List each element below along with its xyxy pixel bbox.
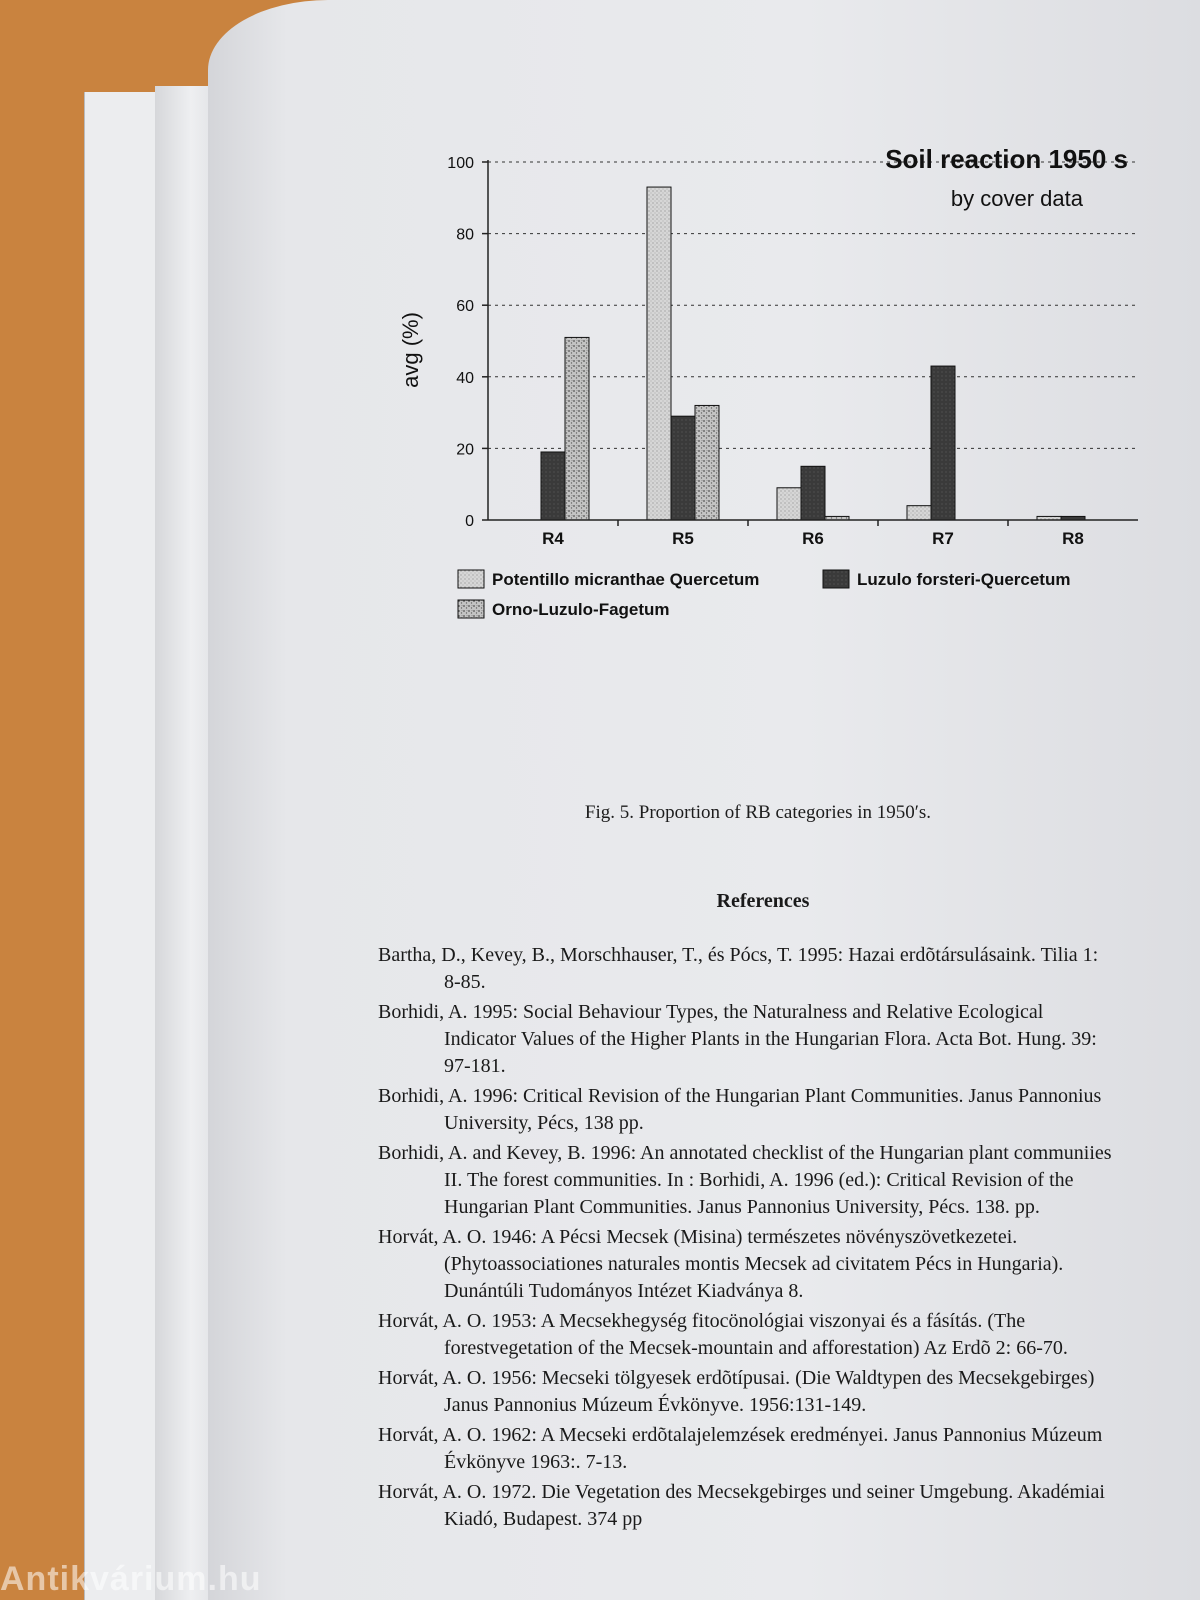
bar bbox=[541, 452, 565, 520]
x-tick-label: R5 bbox=[672, 529, 694, 548]
x-tick-label: R4 bbox=[542, 529, 564, 548]
legend-swatch bbox=[823, 570, 849, 588]
x-tick-label: R7 bbox=[932, 529, 954, 548]
figure-caption: Fig. 5. Proportion of RB categories in 1950′s. bbox=[584, 802, 932, 823]
bar bbox=[695, 405, 719, 520]
reference-item: Horvát, A. O. 1962: A Mecseki erdõtalajelemzések eredményei. Janus Pannonius Múzeum Évkönyve 1963:. 7-13. bbox=[378, 1424, 1103, 1473]
reference-item: Borhidi, A. 1995: Social Behaviour Types, the Naturalness and Relative Ecological Indicator Values of the Higher Plants in the Hungarian Flora. Acta Bot. Hung. 39: 97-181. bbox=[378, 1001, 1097, 1077]
bar bbox=[777, 488, 801, 520]
y-tick-label: 60 bbox=[456, 298, 474, 316]
legend-label: Potentillo micranthae Quercetum bbox=[492, 570, 760, 589]
bar bbox=[647, 187, 671, 520]
y-tick-label: 0 bbox=[465, 513, 474, 530]
reference-item: Horvát, A. O. 1946: A Pécsi Mecsek (Misina) természetes növényszövetkezetei. (Phytoassociationes naturales montis Mecsek ad civitatem Pécs in Hungaria). Dunántúli Tudományos Intézet Kiadványa 8. bbox=[378, 1226, 1064, 1302]
legend-label: Luzulo forsteri-Quercetum bbox=[857, 570, 1071, 589]
y-tick-label: 20 bbox=[456, 441, 474, 459]
y-tick-label: 100 bbox=[447, 155, 474, 172]
x-tick-label: R6 bbox=[802, 529, 824, 548]
chart-subtitle: by cover data bbox=[950, 186, 1083, 211]
watermark: Antikvárium.hu bbox=[0, 1560, 262, 1598]
legend-label: Orno-Luzulo-Fagetum bbox=[492, 600, 670, 619]
reference-item: Horvát, A. O. 1956: Mecseki tölgyesek erdõtípusai. (Die Waldtypen des Mecsekgebirges) Janus Pannonius Múzeum Évkönyve. 1956:131-149. bbox=[378, 1367, 1095, 1416]
bar bbox=[801, 466, 825, 520]
bars bbox=[541, 187, 1085, 520]
page-stack-edge bbox=[155, 86, 215, 1600]
bar bbox=[931, 366, 955, 520]
book-page bbox=[208, 0, 1200, 1600]
reference-item: Horvát, A. O. 1953: A Mecsekhegység fitocönológiai viszonyai és a fásítás. (The forestvegetation of the Mecsek-mountain and afforestation) Az Erdõ 2: 66-70. bbox=[378, 1310, 1068, 1359]
legend-swatch bbox=[458, 600, 484, 618]
legend bbox=[458, 570, 1070, 619]
x-tick-label: R8 bbox=[1062, 529, 1084, 548]
bar-chart bbox=[368, 130, 1148, 660]
y-axis-label: avg (%) bbox=[398, 312, 423, 388]
bar bbox=[907, 506, 931, 520]
bar bbox=[671, 416, 695, 520]
references-heading: References bbox=[716, 890, 810, 912]
references-list bbox=[378, 942, 1118, 1536]
reference-item: Borhidi, A. and Kevey, B. 1996: An annotated checklist of the Hungarian plant communiies II. The forest communities. In : Borhidi, A. 1996 (ed.): Critical Revision of the Hungarian Plant Communities. Janus Pannonius University, Pécs. 138. pp. bbox=[378, 1142, 1112, 1218]
y-tick-label: 40 bbox=[456, 369, 474, 387]
bar bbox=[565, 337, 589, 520]
chart-title: Soil reaction 1950 s bbox=[885, 144, 1128, 174]
reference-item: Bartha, D., Kevey, B., Morschhauser, T., és Pócs, T. 1995: Hazai erdõtársulásaink. Tilia 1: 8-85. bbox=[378, 944, 1099, 993]
reference-item: Borhidi, A. 1996: Critical Revision of the Hungarian Plant Communities. Janus Pannonius University, Pécs, 138 pp. bbox=[378, 1085, 1102, 1134]
y-tick-label: 80 bbox=[456, 226, 474, 244]
legend-swatch bbox=[458, 570, 484, 588]
reference-item: Horvát, A. O. 1972. Die Vegetation des Mecsekgebirges und seiner Umgebung. Akadémiai Kiadó, Budapest. 374 pp bbox=[378, 1481, 1105, 1530]
